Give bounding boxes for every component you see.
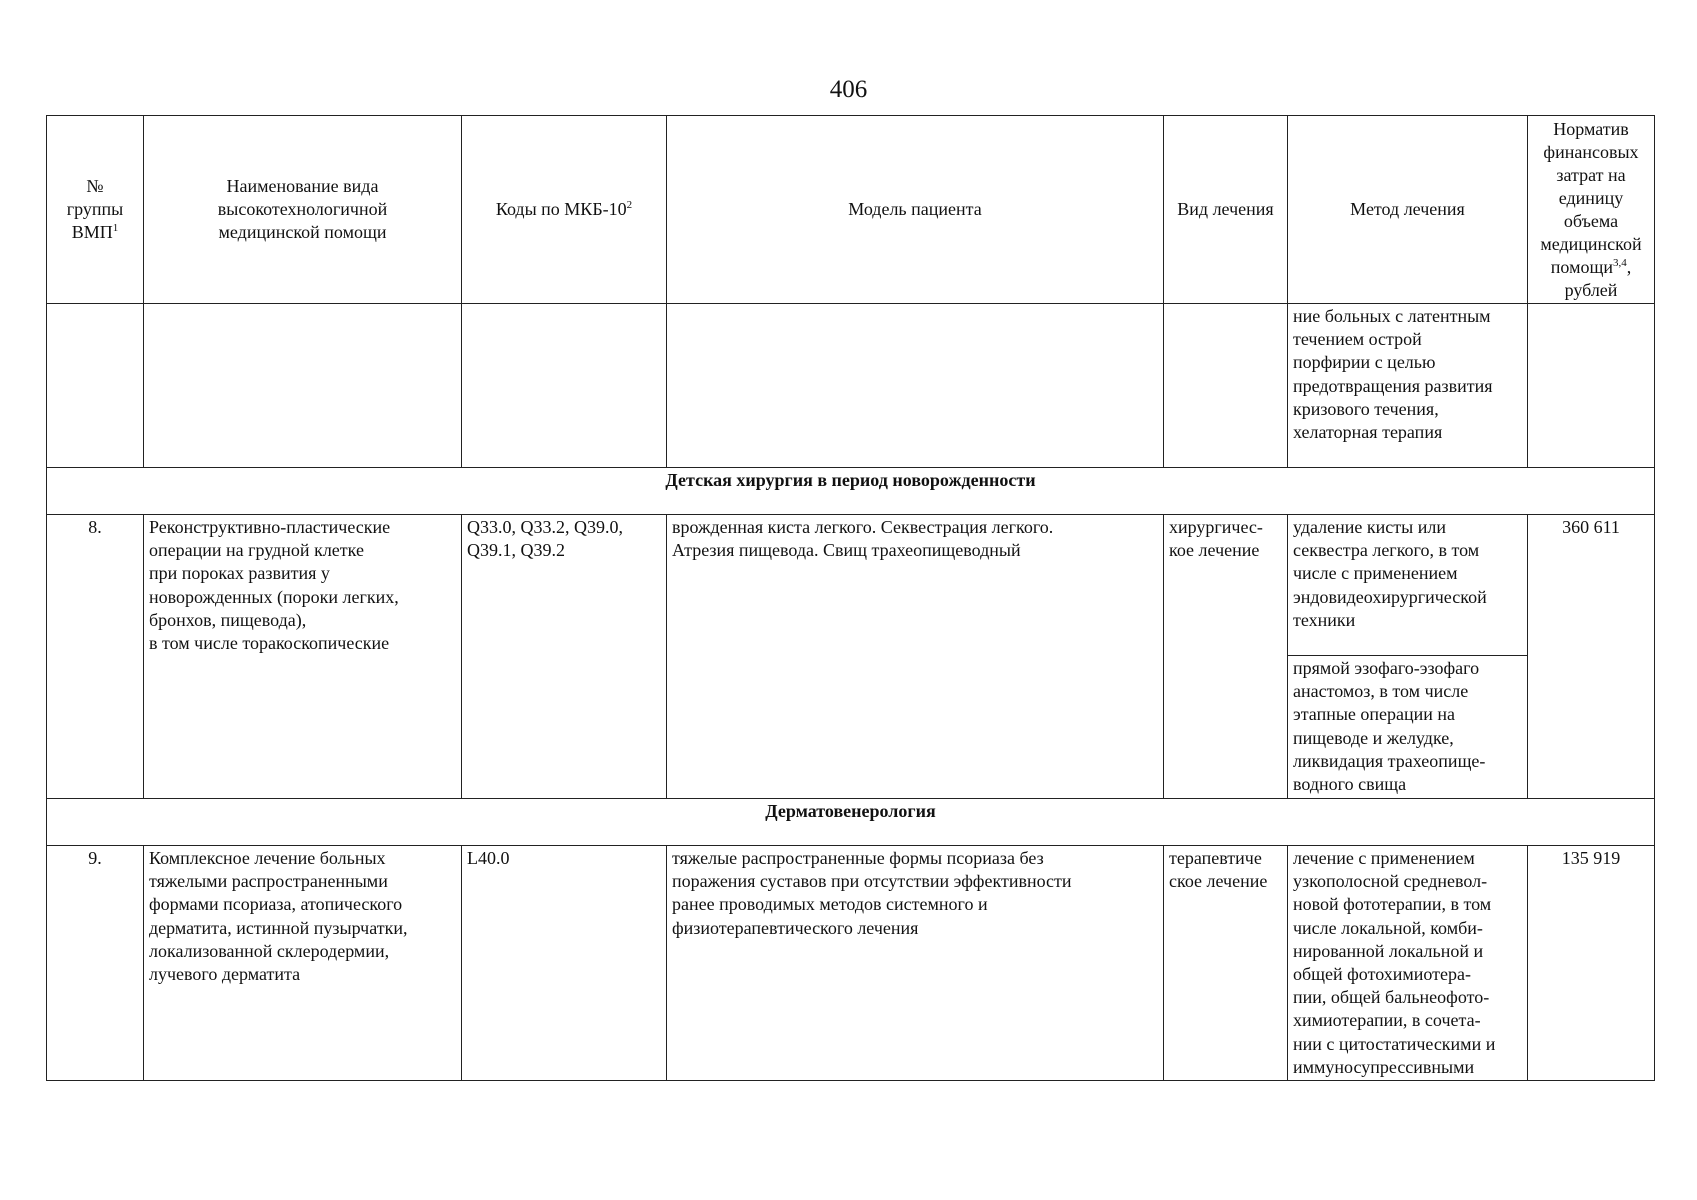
row-care-type: Реконструктивно-пластические операции на грудной клетке при пороках развития у новорожденных (пороки легких, бронхов, пищевода), в том числе торакоскопические <box>144 515 462 799</box>
row-treatment-methods <box>1288 515 1528 799</box>
header-icd-codes: Коды по МКБ-$10^2$ <box>462 116 667 304</box>
header-treatment-method: Метод лечения <box>1288 116 1528 304</box>
row-patient-model: тяжелые распространенные формы псориаза без поражения суставов при отсутствии эффективности ранее проводимых методов системного и физиотерапевтического лечения <box>667 846 1164 1081</box>
row-cost: 135 919 <box>1528 846 1655 1081</box>
header-group-number: № группы ВМП$^1$ <box>47 116 144 304</box>
table-row <box>47 515 1655 799</box>
continuation-method: ние больных с латентным течением острой порфирии с целью предотвращения развития кризового течения, хелаторная терапия <box>1288 304 1528 468</box>
section-title: Детская хирургия в период новорожденности <box>665 470 1036 490</box>
method-item: прямой эзофаго-эзофаго анастомоз, в том числе этапные операции на пищеводе и желудке, ликвидация трахеопище- водного свища <box>1288 655 1527 798</box>
section-header <box>47 799 1655 846</box>
vmp-table <box>46 115 1655 1081</box>
method-item: удаление кисты или секвестра легкого, в том числе с применением эндовидеохирургической техники <box>1293 517 1487 630</box>
header-treatment-type: Вид лечения <box>1164 116 1288 304</box>
row-treatment-type: терапевтиче ское лечение <box>1164 846 1288 1081</box>
row-cost: 360 611 <box>1528 515 1655 799</box>
row-icd-codes: L40.0 <box>462 846 667 1081</box>
table-row <box>47 846 1655 1081</box>
section-header <box>47 468 1655 515</box>
continuation-row <box>47 304 1655 468</box>
row-number: 8. <box>47 515 144 799</box>
method-item: лечение с применением узкополосной средневол- новой фототерапии, в том числе локальной, комби- нированной локальной и общей фотохимиотера- пии, общей бальнеофото- химиотерапии, в сочета- нии с цитостатическими и иммуносупрессивными <box>1293 848 1496 1077</box>
row-patient-model: врожденная киста легкого. Секвестрация легкого. Атрезия пищевода. Свищ трахеопищеводный <box>667 515 1164 799</box>
row-treatment-type: хирургичес- кое лечение <box>1164 515 1288 799</box>
row-care-type: Комплексное лечение больных тяжелыми распространенными формами псориаза, атопического дерматита, истинной пузырчатки, локализованной склеродермии, лучевого дерматита <box>144 846 462 1081</box>
header-row <box>47 116 1655 304</box>
page-number: 406 <box>829 76 868 103</box>
row-treatment-methods <box>1288 846 1528 1081</box>
row-number: 9. <box>47 846 144 1081</box>
header-care-type: Наименование вида высокотехнологичной медицинской помощи <box>144 116 462 304</box>
section-title: Дерматовенерология <box>765 801 936 821</box>
header-cost-standard: Норматив финансовых затрат на единицу объема медицинской помощи$^{3,4}$, рублей <box>1528 116 1655 304</box>
row-icd-codes: Q33.0, Q33.2, Q39.0, Q39.1, Q39.2 <box>462 515 667 799</box>
header-patient-model: Модель пациента <box>667 116 1164 304</box>
